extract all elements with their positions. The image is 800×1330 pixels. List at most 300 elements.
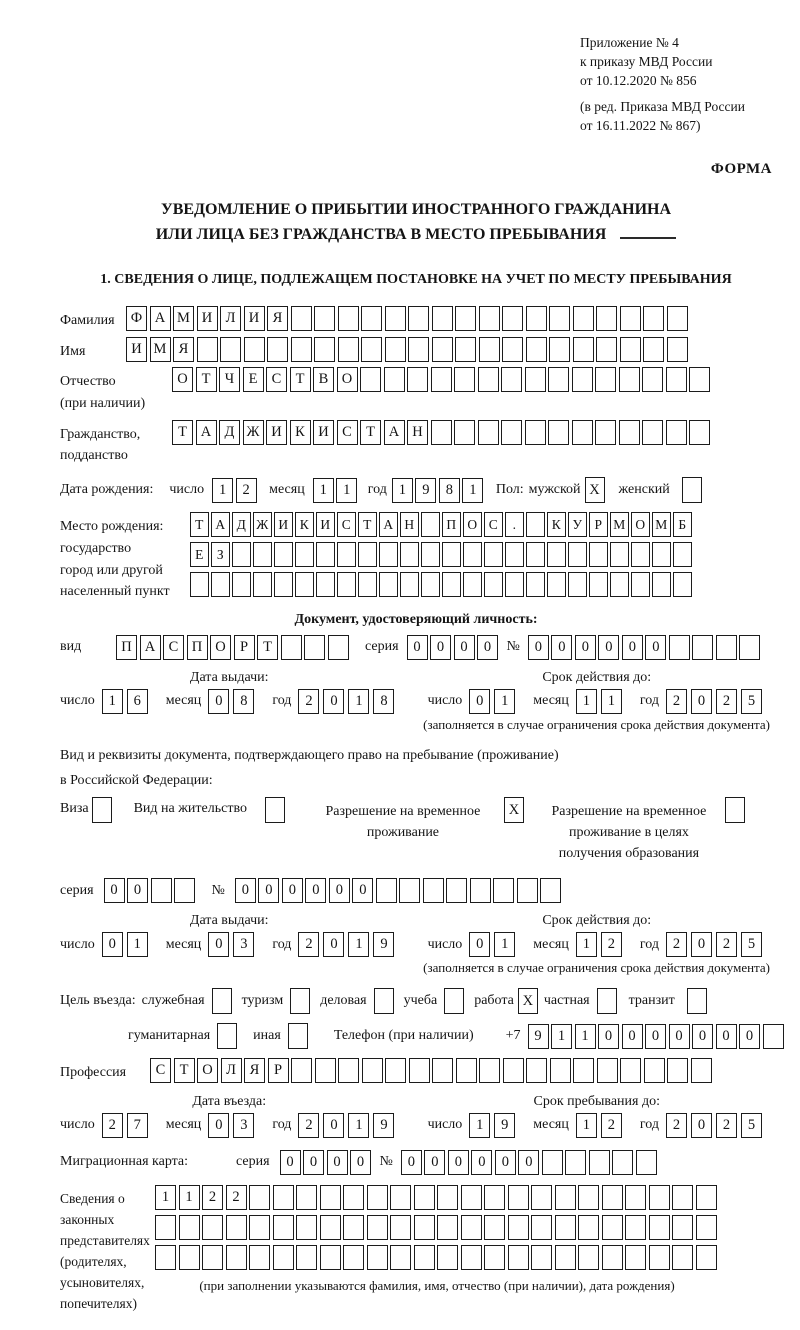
form-cell <box>155 1215 176 1240</box>
given-name-cells <box>126 337 690 362</box>
form-cell: 5 <box>741 689 762 714</box>
form-cell <box>542 1150 563 1175</box>
form-cell <box>274 542 293 567</box>
form-cell <box>408 337 429 362</box>
day-label: число <box>427 693 463 709</box>
form-cell: 0 <box>323 1113 344 1138</box>
form-cell: 1 <box>551 1024 572 1049</box>
representatives-label-line6: попечителях) <box>60 1295 137 1311</box>
form-cell <box>421 512 440 537</box>
form-cell <box>320 1245 341 1270</box>
residence-number-label: № <box>211 882 225 898</box>
form-cell: П <box>442 512 461 537</box>
form-cell <box>390 1185 411 1210</box>
form-cell: 5 <box>741 1113 762 1138</box>
form-cell: 0 <box>280 1150 301 1175</box>
form-cell <box>526 306 547 331</box>
form-cell <box>291 1058 312 1083</box>
form-cell <box>296 1245 317 1270</box>
form-cell <box>407 367 428 392</box>
form-cell <box>296 1185 317 1210</box>
form-cell: 2 <box>666 1113 687 1138</box>
form-cell <box>643 306 664 331</box>
form-cell: 0 <box>448 1150 469 1175</box>
form-cell: Р <box>268 1058 289 1083</box>
doc-kind-cells <box>116 635 351 660</box>
form-cell <box>517 878 538 903</box>
form-cell <box>315 1058 336 1083</box>
form-cell: О <box>172 367 193 392</box>
form-cell <box>642 367 663 392</box>
form-cell: И <box>266 420 287 445</box>
form-cell <box>291 306 312 331</box>
entry-date-group <box>60 1094 398 1138</box>
day-label: число <box>60 693 95 709</box>
form-cell: 3 <box>233 932 254 957</box>
form-cell: 0 <box>424 1150 445 1175</box>
form-cell <box>390 1245 411 1270</box>
education-temp-residence-option <box>540 797 745 864</box>
form-cell <box>479 1058 500 1083</box>
form-cell: 0 <box>127 878 148 903</box>
form-cell: 0 <box>469 689 490 714</box>
residence-number-cells <box>235 878 564 903</box>
form-cell: К <box>290 420 311 445</box>
form-cell <box>484 1245 505 1270</box>
form-cell <box>367 1185 388 1210</box>
form-cell: Н <box>400 512 419 537</box>
form-cell: 2 <box>601 1113 622 1138</box>
form-cell: 0 <box>598 1024 619 1049</box>
order-line: к приказу МВД России <box>580 53 713 69</box>
form-cell <box>508 1185 529 1210</box>
form-cell <box>625 1245 646 1270</box>
year-label: год <box>272 693 292 709</box>
form-cell <box>667 1058 688 1083</box>
form-cell <box>595 367 616 392</box>
form-cell: 1 <box>576 932 597 957</box>
residence-doc-intro <box>60 743 772 793</box>
residence-doc-options <box>60 797 772 864</box>
representatives-rows <box>155 1185 719 1294</box>
form-cell: 0 <box>495 1150 516 1175</box>
form-cell <box>696 1215 717 1240</box>
form-cell <box>484 1185 505 1210</box>
form-cell <box>619 367 640 392</box>
form-cell <box>273 1245 294 1270</box>
year-label: год <box>639 1117 659 1133</box>
form-cell: 0 <box>104 878 125 903</box>
birth-place-label <box>60 512 190 603</box>
citizenship-cells <box>172 420 713 445</box>
month-label: месяц <box>165 1117 202 1133</box>
form-cell: О <box>197 1058 218 1083</box>
form-cell: 3 <box>233 1113 254 1138</box>
form-cell: 1 <box>179 1185 200 1210</box>
form-cell: 1 <box>155 1185 176 1210</box>
education-temp-residence-checkbox <box>725 797 745 823</box>
sex-female-label: женский <box>618 482 670 498</box>
residence-valid-date-group <box>428 913 766 957</box>
form-cell: О <box>210 635 231 660</box>
form-cell: З <box>211 542 230 567</box>
birth-date-row <box>60 477 772 503</box>
form-cell <box>384 367 405 392</box>
temp-residence-checkbox: X <box>504 797 524 823</box>
form-cell <box>478 420 499 445</box>
form-cell <box>414 1245 435 1270</box>
stay-day-cells <box>469 1113 519 1138</box>
representatives-label-line3: представителях <box>60 1232 150 1248</box>
form-cell <box>202 1245 223 1270</box>
form-cell <box>274 572 293 597</box>
representatives-row3-cells <box>155 1245 719 1270</box>
form-cell <box>463 542 482 567</box>
form-cell: 1 <box>469 1113 490 1138</box>
residence-issue-year-cells <box>298 932 398 957</box>
form-cell: И <box>313 420 334 445</box>
form-cell: И <box>244 306 265 331</box>
form-cell <box>620 306 641 331</box>
form-cell <box>442 542 461 567</box>
form-cell <box>667 306 688 331</box>
purpose-transit-checkbox <box>687 988 707 1014</box>
form-cell <box>595 420 616 445</box>
form-cell: Е <box>190 542 209 567</box>
section1-heading: 1. СВЕДЕНИЯ О ЛИЦЕ, ПОДЛЕЖАЩЕМ ПОСТАНОВКЕ НА УЧЕТ ПО МЕСТУ ПРЕБЫВАНИЯ <box>100 272 732 288</box>
female-checkbox <box>682 477 702 503</box>
visit-purpose-row <box>60 988 772 1014</box>
form-cell: С <box>266 367 287 392</box>
form-cell <box>437 1245 458 1270</box>
year-label: год <box>272 1117 292 1133</box>
form-cell <box>479 306 500 331</box>
entry-date-caption: Дата въезда: <box>192 1093 267 1109</box>
identity-issue-date-group <box>60 670 398 714</box>
entry-month-cells <box>208 1113 258 1138</box>
form-cell: Т <box>174 1058 195 1083</box>
form-cell: 0 <box>469 932 490 957</box>
form-cell <box>296 1215 317 1240</box>
form-cell <box>526 337 547 362</box>
identity-doc-dates <box>60 670 772 714</box>
citizenship-label-line1: Гражданство, <box>60 426 141 442</box>
purpose-business-checkbox <box>374 988 394 1014</box>
form-cell <box>421 572 440 597</box>
form-cell <box>572 420 593 445</box>
form-cell: Р <box>234 635 255 660</box>
purpose-tourism-checkbox <box>290 988 310 1014</box>
form-cell <box>244 337 265 362</box>
form-cell <box>547 572 566 597</box>
form-cell <box>484 572 503 597</box>
form-cell <box>409 1058 430 1083</box>
representatives-label-line5: усыновителях, <box>60 1274 145 1290</box>
form-cell <box>337 542 356 567</box>
residence-validity-footnote: (заполняется в случае ограничения срока действия документа) <box>423 960 770 976</box>
birth-place-row3-cells <box>190 572 694 597</box>
form-cell <box>432 337 453 362</box>
representatives-label-line2: законных <box>60 1211 115 1227</box>
profession-cells <box>150 1058 714 1083</box>
form-cell <box>597 1058 618 1083</box>
form-cell: 0 <box>518 1150 539 1175</box>
form-cell: П <box>116 635 137 660</box>
form-cell: Я <box>244 1058 265 1083</box>
form-cell: 1 <box>212 478 233 503</box>
form-cell <box>437 1185 458 1210</box>
purpose-official-label: служебная <box>141 993 205 1009</box>
form-cell: 2 <box>236 478 257 503</box>
form-cell: 1 <box>576 1113 597 1138</box>
migration-number-label: № <box>379 1154 393 1170</box>
form-cell <box>620 337 641 362</box>
form-cell <box>555 1185 576 1210</box>
form-cell <box>385 306 406 331</box>
form-cell <box>432 1058 453 1083</box>
form-cell: И <box>197 306 218 331</box>
visa-option <box>60 797 112 823</box>
form-cell: 0 <box>739 1024 760 1049</box>
residence-doc-intro-line1: Вид и реквизиты документа, подтверждающего право на пребывание (проживание) <box>60 747 559 763</box>
form-cell <box>211 572 230 597</box>
form-cell <box>249 1215 270 1240</box>
form-cell: Е <box>243 367 264 392</box>
form-cell <box>631 542 650 567</box>
education-temp-residence-label: Разрешение на временное проживание в целях получения образования <box>551 804 707 862</box>
form-cell: Ч <box>219 367 240 392</box>
form-cell: 1 <box>601 689 622 714</box>
stay-month-cells <box>576 1113 626 1138</box>
form-cell <box>531 1185 552 1210</box>
form-cell <box>360 367 381 392</box>
entry-year-cells <box>298 1113 398 1138</box>
birth-place-row1-cells <box>190 512 694 537</box>
birth-year-cells <box>392 478 486 503</box>
identity-doc-row <box>60 635 772 660</box>
form-cell: Р <box>589 512 608 537</box>
form-cell <box>367 1215 388 1240</box>
stay-until-caption: Срок пребывания до: <box>533 1093 660 1109</box>
patronymic-label-line1: Отчество <box>60 374 116 390</box>
month-label: месяц <box>165 693 202 709</box>
form-cell: С <box>337 512 356 537</box>
form-cell <box>362 1058 383 1083</box>
purpose-humanitarian-label: гуманитарная <box>128 1028 211 1044</box>
birth-place-row2-cells <box>190 542 694 567</box>
form-cell <box>526 542 545 567</box>
form-cell: 0 <box>303 1150 324 1175</box>
month-label: месяц <box>533 693 569 709</box>
identity-valid-date-group <box>428 670 766 714</box>
form-cell: 2 <box>716 932 737 957</box>
form-cell <box>649 1245 670 1270</box>
visa-label: Виза <box>60 801 89 817</box>
form-cell <box>716 635 737 660</box>
form-cell <box>478 367 499 392</box>
form-cell: 0 <box>622 635 643 660</box>
identity-valid-day-cells <box>469 689 519 714</box>
form-cell: 2 <box>226 1185 247 1210</box>
form-cell: 0 <box>598 635 619 660</box>
form-cell: Т <box>290 367 311 392</box>
form-cell <box>578 1215 599 1240</box>
form-cell <box>249 1185 270 1210</box>
form-cell <box>461 1215 482 1240</box>
purpose-study-checkbox <box>444 988 464 1014</box>
form-cell: 0 <box>323 932 344 957</box>
form-cell <box>672 1185 693 1210</box>
representatives-row2-cells <box>155 1215 719 1240</box>
residence-series-label: серия <box>60 882 94 898</box>
form-cell: 7 <box>127 1113 148 1138</box>
form-cell: 2 <box>202 1185 223 1210</box>
form-cell: Т <box>190 512 209 537</box>
form-cell <box>666 367 687 392</box>
form-cell <box>666 420 687 445</box>
form-cell <box>643 337 664 362</box>
form-cell <box>484 542 503 567</box>
form-cell <box>573 337 594 362</box>
form-cell: М <box>610 512 629 537</box>
form-cell <box>691 1058 712 1083</box>
form-title-line2: ИЛИ ЛИЦА БЕЗ ГРАЖДАНСТВА В МЕСТО ПРЕБЫВАНИЯ <box>155 226 607 244</box>
form-cell <box>602 1185 623 1210</box>
purpose-other-label: иная <box>253 1028 281 1044</box>
form-label: ФОРМА <box>710 161 772 178</box>
doc-kind-label: вид <box>60 639 82 655</box>
form-cell <box>610 572 629 597</box>
day-label: число <box>427 936 463 952</box>
form-cell <box>232 542 251 567</box>
form-cell <box>385 337 406 362</box>
form-cell: 2 <box>601 932 622 957</box>
form-cell <box>549 306 570 331</box>
form-cell <box>253 542 272 567</box>
form-cell <box>672 1245 693 1270</box>
form-cell: 0 <box>477 635 498 660</box>
form-cell: 2 <box>298 689 319 714</box>
form-cell <box>399 878 420 903</box>
form-cell: 9 <box>373 1113 394 1138</box>
form-cell: С <box>163 635 184 660</box>
form-cell: Н <box>407 420 428 445</box>
form-cell <box>316 542 335 567</box>
form-cell <box>400 542 419 567</box>
form-cell: 1 <box>127 932 148 957</box>
form-cell: 2 <box>716 1113 737 1138</box>
amendment-line: (в ред. Приказа МВД России <box>580 98 745 114</box>
order-date-line: от 10.12.2020 № 856 <box>580 72 697 88</box>
migration-number-cells <box>401 1150 660 1175</box>
form-cell <box>589 1150 610 1175</box>
form-cell: Т <box>360 420 381 445</box>
form-cell <box>689 367 710 392</box>
form-cell: Т <box>172 420 193 445</box>
form-cell <box>739 635 760 660</box>
form-cell <box>549 337 570 362</box>
form-cell <box>431 367 452 392</box>
form-cell <box>295 542 314 567</box>
identity-issue-caption: Дата выдачи: <box>189 669 269 685</box>
form-cell: 0 <box>430 635 451 660</box>
form-cell <box>502 337 523 362</box>
form-cell: 9 <box>373 932 394 957</box>
representatives-label-line1: Сведения о <box>60 1190 125 1206</box>
day-label: число <box>60 1117 95 1133</box>
form-cell: 1 <box>348 689 369 714</box>
form-cell <box>454 367 475 392</box>
purpose-work-checkbox: X <box>518 988 538 1014</box>
form-cell <box>672 1215 693 1240</box>
form-cell: О <box>631 512 650 537</box>
form-cell: 0 <box>329 878 350 903</box>
form-cell <box>367 1245 388 1270</box>
form-cell: 0 <box>454 635 475 660</box>
form-cell <box>644 1058 665 1083</box>
residence-doc-intro-line2: в Российской Федерации: <box>60 773 213 789</box>
form-cell <box>249 1245 270 1270</box>
form-cell: 6 <box>127 689 148 714</box>
year-label: год <box>639 936 659 952</box>
appendix-line: Приложение № 4 <box>580 35 679 50</box>
form-cell <box>414 1215 435 1240</box>
form-cell: Л <box>220 306 241 331</box>
identity-doc-heading: Документ, удостоверяющий личность: <box>294 611 538 627</box>
sex-label: Пол: <box>495 482 524 498</box>
form-cell: 8 <box>233 689 254 714</box>
form-cell <box>226 1245 247 1270</box>
form-cell <box>151 878 172 903</box>
form-cell: Б <box>673 512 692 537</box>
form-cell <box>358 542 377 567</box>
month-label: месяц <box>533 936 569 952</box>
visit-purpose-row2 <box>60 1023 772 1049</box>
form-cell: 0 <box>716 1024 737 1049</box>
form-cell <box>431 420 452 445</box>
form-cell <box>501 420 522 445</box>
form-cell: 1 <box>348 1113 369 1138</box>
residence-doc-series-row <box>60 878 772 903</box>
form-cell: 2 <box>716 689 737 714</box>
form-cell: 0 <box>282 878 303 903</box>
form-cell: М <box>652 512 671 537</box>
form-cell: Я <box>267 306 288 331</box>
form-title-line2-wrap <box>60 223 772 248</box>
form-cell <box>408 306 429 331</box>
form-cell <box>455 337 476 362</box>
form-cell <box>461 1185 482 1210</box>
form-cell: 0 <box>691 932 712 957</box>
form-cell <box>550 1058 571 1083</box>
form-cell: В <box>313 367 334 392</box>
form-cell <box>376 878 397 903</box>
birth-place-label-line3: город или другой <box>60 562 163 578</box>
doc-series-cells <box>407 635 501 660</box>
form-cell: Ж <box>253 512 272 537</box>
form-cell: . <box>505 512 524 537</box>
identity-validity-footnote: (заполняется в случае ограничения срока действия документа) <box>423 716 770 732</box>
form-cell: 0 <box>305 878 326 903</box>
month-label: месяц <box>533 1117 569 1133</box>
form-cell <box>540 878 561 903</box>
form-cell: 1 <box>494 689 515 714</box>
residence-series-cells <box>104 878 198 903</box>
form-cell: 0 <box>528 635 549 660</box>
residence-doc-dates <box>60 913 772 957</box>
form-cell <box>179 1245 200 1270</box>
stay-until-group <box>428 1094 766 1138</box>
